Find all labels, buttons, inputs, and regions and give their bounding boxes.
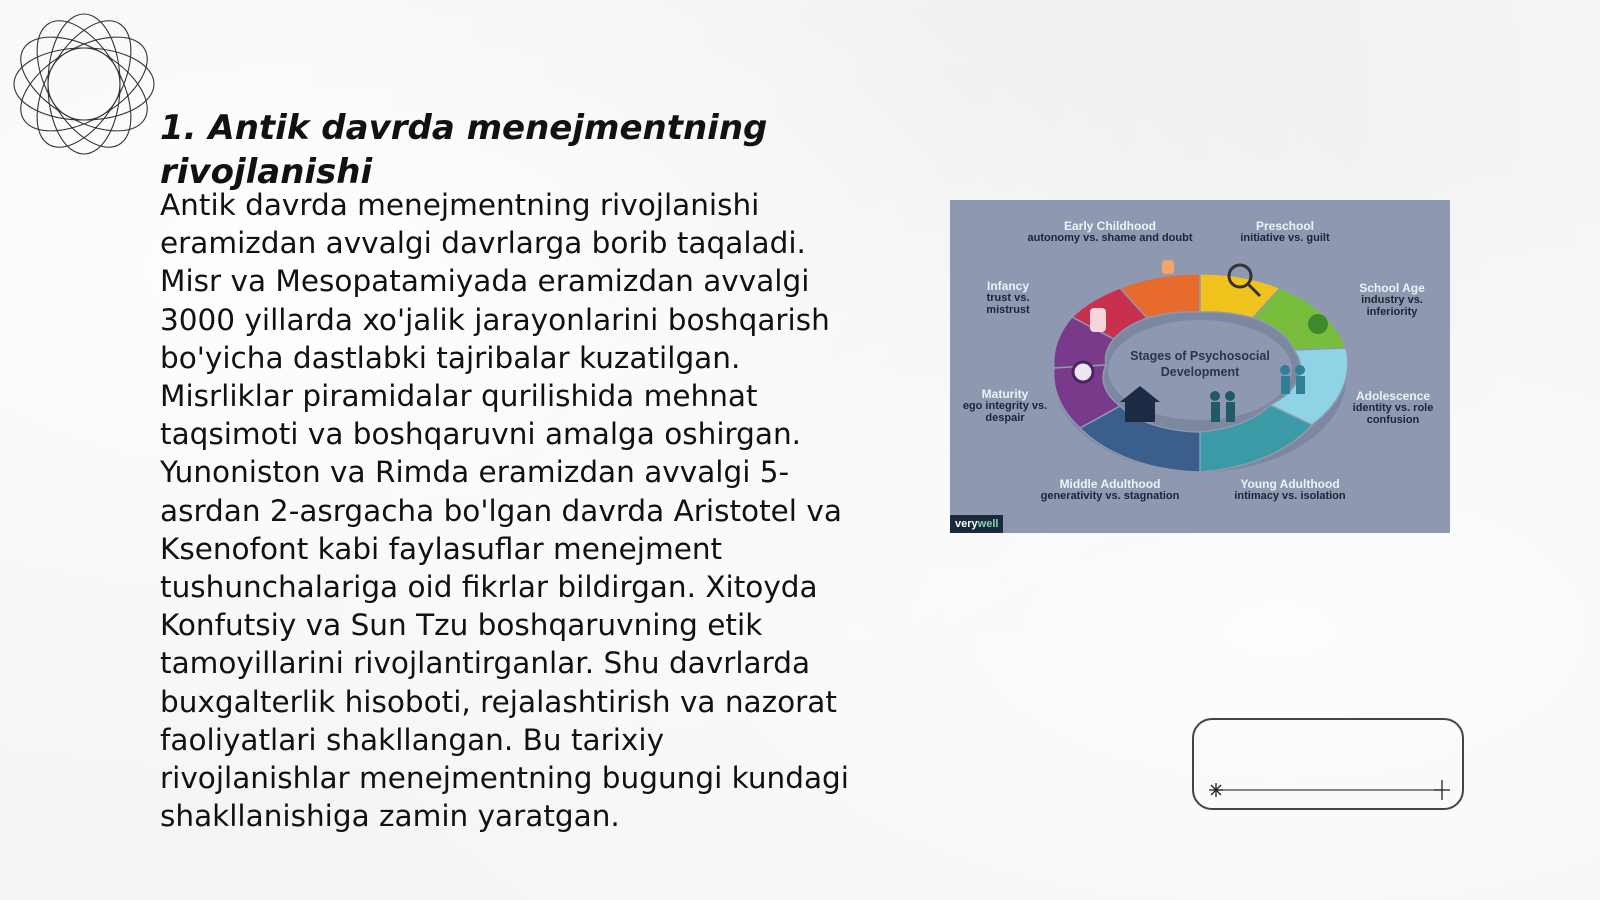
slide-title: 1. Antik davrda menejmentning rivojlanishi: [160, 108, 768, 192]
stage-conflict: intimacy vs. isolation: [1234, 490, 1346, 502]
stage-conflict: autonomy vs. shame and doubt: [1027, 232, 1193, 244]
decorative-frame: [1192, 718, 1464, 810]
psychosocial-stages-image: [950, 200, 1450, 533]
stage-name: Infancy: [986, 279, 1029, 293]
infographic-center-title: Stages of Psychosocial Development: [1130, 349, 1270, 379]
stage-school-age: [1350, 282, 1434, 318]
house-icon: [1125, 400, 1155, 422]
slide-body-text: Antik davrda menejmentning rivojlanishi eramizdan avvalgi davrlarga borib taqaladi. Misr va Mesopatamiyada eramizdan avvalgi 3000 yillarda xo'jalik jarayonlarini boshqarish bo'yicha dastlabki tajribalar kuzatilgan. Misrliklar piramidalar qurilishida mehnat taqsimoti va boshqaruvni amalga oshirgan. Yunoniston va Rimda eramizdan avvalgi 5-asrdan 2-asrgacha bo'lgan davrda Aristotel va Ksenofont kabi faylasuflar menejment tushunchalariga oid fikrlar bildirgan. Xitoyda Konfutsiy va Sun Tzu boshqaruvning etik tamoyillarini rivojlantirganlar. Shu davrlarda buxgalterlik hisoboti, rejalashtirish va nazorat faoliyatlari shakllangan. Bu tarixiy rivojlanishlar menejmentning bugungi kundagi shakllanishiga zamin yaratgan.: [160, 188, 849, 834]
stage-name: Middle Adulthood: [1059, 477, 1161, 491]
brand-part1: very: [955, 518, 978, 530]
stage-early-childhood: [1010, 220, 1210, 244]
stage-conflict: identity vs. role confusion: [1352, 402, 1434, 426]
sparkle-icon: [1434, 780, 1450, 800]
stage-name: Maturity: [981, 387, 1029, 401]
bottle-icon: [1090, 308, 1106, 332]
stage-young-adulthood: [1205, 478, 1375, 502]
stage-name: Adolescence: [1355, 389, 1431, 403]
decorative-line: [1194, 720, 1466, 812]
verywell-logo: [950, 515, 1003, 533]
family-icon: [1280, 365, 1290, 375]
stage-maturity: [960, 388, 1050, 424]
stage-adolescence: [1348, 390, 1438, 426]
stage-name: Preschool: [1255, 219, 1315, 233]
stage-preschool: [1215, 220, 1355, 244]
stage-conflict: trust vs. mistrust: [986, 292, 1030, 316]
stage-name: School Age: [1359, 281, 1425, 295]
brand-part2: well: [977, 518, 999, 530]
potty-icon: [1162, 260, 1174, 274]
stage-infancy: [972, 280, 1044, 316]
mirror-icon: [1073, 362, 1093, 382]
apple-icon: [1308, 314, 1328, 334]
stage-conflict: generativity vs. stagnation: [1040, 490, 1180, 502]
stage-conflict: initiative vs. guilt: [1240, 232, 1330, 244]
couple-icon: [1210, 391, 1220, 401]
stage-middle-adulthood: [1020, 478, 1200, 502]
stage-conflict: ego integrity vs. despair: [962, 400, 1048, 424]
stage-conflict: industry vs. inferiority: [1361, 294, 1423, 318]
stage-name: Early Childhood: [1063, 219, 1156, 233]
burst-icon: [1209, 783, 1223, 797]
stage-name: Young Adulthood: [1240, 477, 1340, 491]
circular-ornament: [10, 10, 158, 158]
